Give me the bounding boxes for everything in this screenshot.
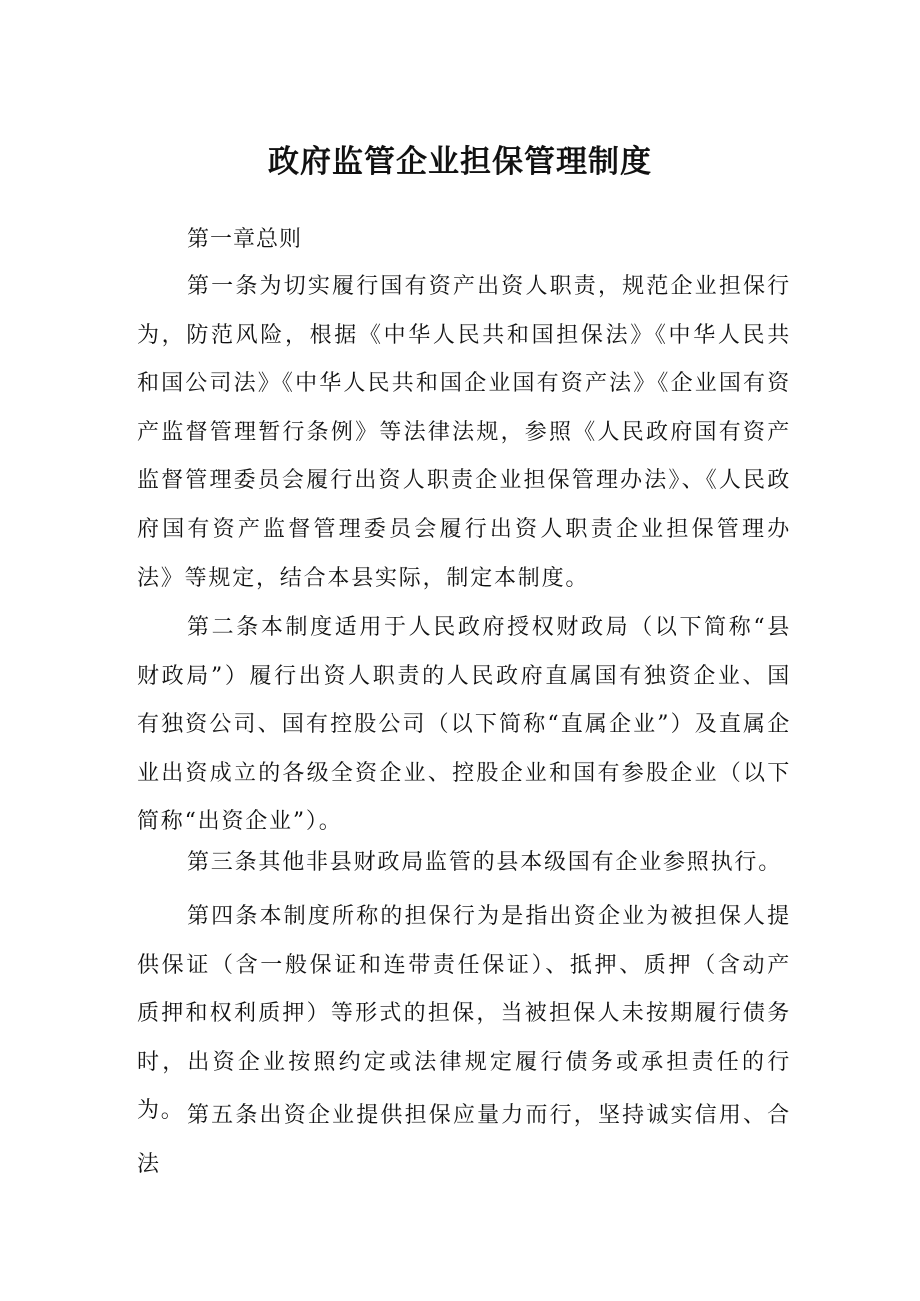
document-title: 政府监管企业担保管理制度 — [268, 144, 652, 180]
chapter-heading: 第一章总则 — [187, 227, 303, 252]
article-4-paragraph: 第四条本制度所称的担保行为是指出资企业为被担保人提供保证（含一般保证和连带责任保证）、抵押、质押（含动产质押和权利质押）等形式的担保，当被担保人未按期履行债务时，出资企业按照约定或法律规定履行债务或承担责任的行为。 — [137, 904, 791, 1124]
article-1-paragraph: 第一条为切实履行国有资产出资人职责，规范企业担保行为，防范风险，根据《中华人民共和国担保法》《中华人民共和国公司法》《中华人民共和国企业国有资产法》《企业国有资产监督管理暂行条例》等法律法规，参照《人民政府国有资产监督管理委员会履行出资人职责企业担保管理办法》、《人民政府国有资产监督管理委员会履行出资人职责企业担保管理办法》等规定，结合本县实际，制定本制度。 — [137, 274, 791, 591]
article-2-paragraph: 第二条本制度适用于人民政府授权财政局（以下简称“县财政局”）履行出资人职责的人民政府直属国有独资企业、国有独资公司、国有控股公司（以下简称“直属企业”）及直属企业出资成立的各级全资企业、控股企业和国有参股企业（以下简称“出资企业”）。 — [137, 615, 791, 835]
article-5-paragraph: 第五条出资企业提供担保应量力而行，坚持诚实信用、合法 — [137, 1103, 791, 1177]
article-3-paragraph: 第三条其他非县财政局监管的县本级国有企业参照执行。 — [187, 850, 783, 875]
